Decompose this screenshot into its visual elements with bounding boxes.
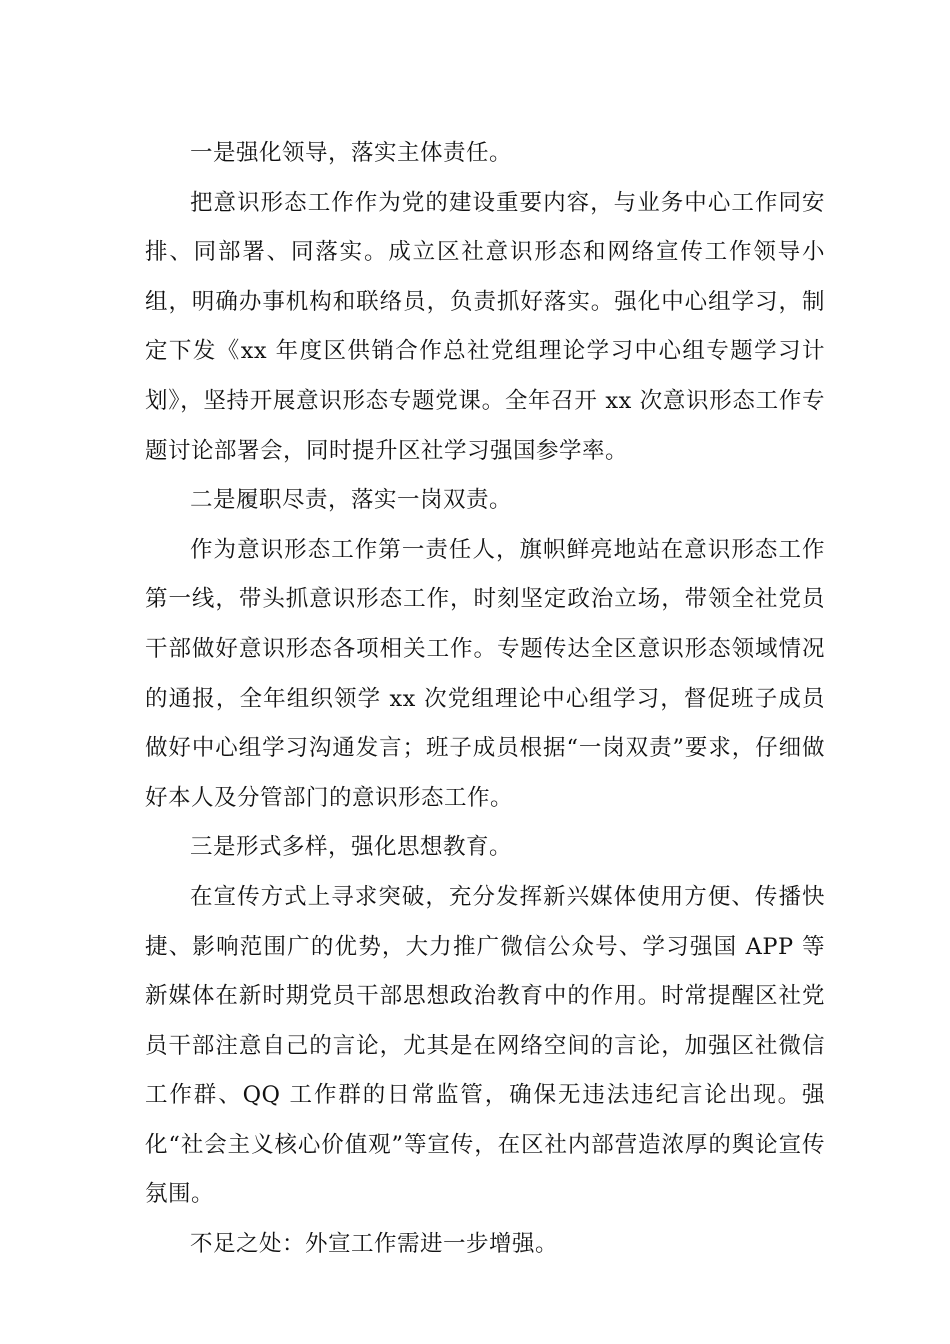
document-body — [145, 129, 825, 1270]
body-paragraph-3: 在宣传方式上寻求突破，充分发挥新兴媒体使用方便、传播快捷、影响范围广的优势，大力推广微信公众号、学习强国 APP 等新媒体在新时期党员干部思想政治教育中的作用。时常提醒区社党员干部注意自己的言论，尤其是在网络空间的言论，加强区社微信工作群、QQ 工作群的日常监管，确保无违法违纪言论出现。强化“社会主义核心价值观”等宣传，在区社内部营造浓厚的舆论宣传氛围。 — [145, 883, 825, 1208]
body-paragraph-1: 把意识形态工作作为党的建设重要内容，与业务中心工作同安排、同部署、同落实。成立区社意识形态和网络宣传工作领导小组，明确办事机构和联络员，负责抓好落实。强化中心组学习，制定下发《xx 年度区供销合作总社党组理论学习中心组专题学习计划》，坚持开展意识形态专题党课。全年召开 xx 次意识形态工作专题讨论部署会，同时提升区社学习强国参学率。 — [145, 189, 825, 464]
section-heading-2: 二是履职尽责，落实一岗双责。 — [190, 487, 513, 514]
section-heading-1: 一是强化领导，落实主体责任。 — [190, 140, 513, 166]
shortcoming-paragraph: 不足之处：外宣工作需进一步增强。 — [190, 1231, 559, 1258]
section-heading-3: 三是形式多样，强化思想教育。 — [190, 834, 513, 861]
body-paragraph-2: 作为意识形态工作第一责任人，旗帜鲜亮地站在意识形态工作第一线，带头抓意识形态工作，时刻坚定政治立场，带领全社党员干部做好意识形态各项相关工作。专题传达全区意识形态领域情况的通报，全年组织领学 xx 次党组理论中心组学习，督促班子成员做好中心组学习沟通发言；班子成员根据“一岗双责”要求，仔细做好本人及分管部门的意识形态工作。 — [145, 536, 825, 811]
